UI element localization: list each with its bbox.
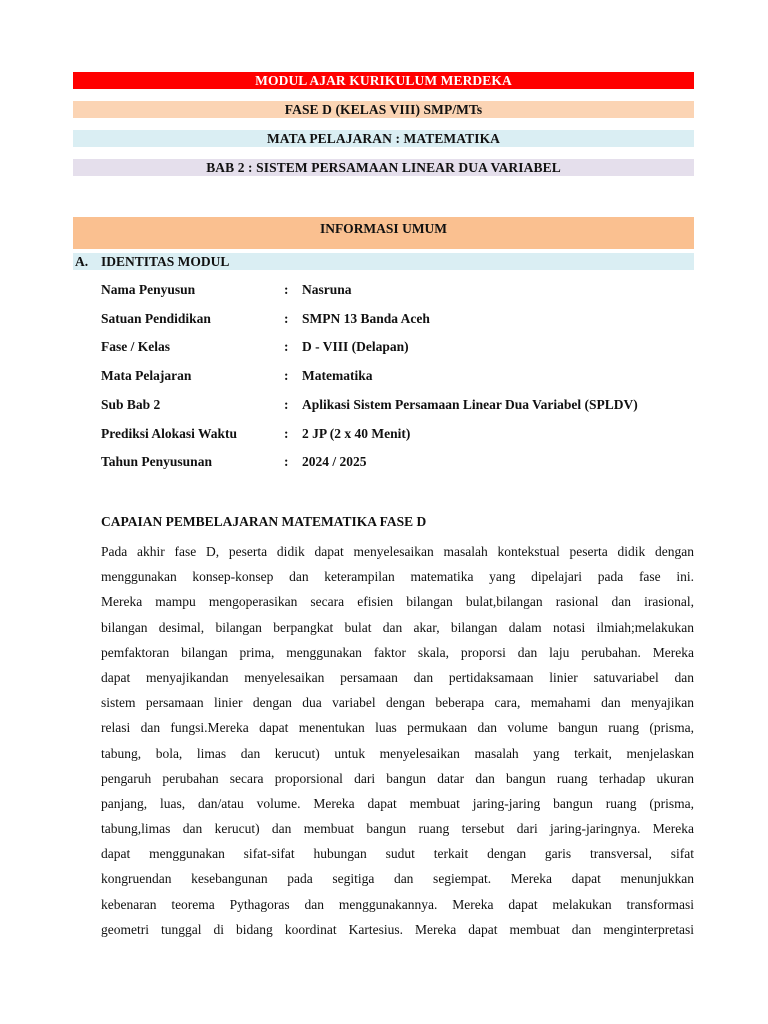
chapter-band: BAB 2 : SISTEM PERSAMAAN LINEAR DUA VARIABEL <box>73 159 694 176</box>
paragraph-line: pengaruh perubahan secara proporsional dari bangun datar dan bangun ruang terhadap ukuran <box>101 770 694 786</box>
identity-colon: : <box>284 368 289 383</box>
paragraph-line: bilangan desimal, bilangan berpangkat bulat dan akar, bilangan dalam notasi ilmiah;melakukan <box>101 619 694 635</box>
paragraph-line: kongruendan kesebangunan pada segitiga dan segiempat. Mereka dapat menunjukkan <box>101 871 694 887</box>
paragraph-line: Mereka mampu mengoperasikan secara efisien bilangan bulat,bilangan rasional dan irasional, <box>101 594 694 610</box>
identity-colon: : <box>284 454 289 469</box>
identity-label: Sub Bab 2 <box>101 397 161 412</box>
identity-label: Mata Pelajaran <box>101 368 192 383</box>
paragraph-line: tabung,limas dan kerucut) dan membuat bangun ruang tersebut dari jaring-jaringnya. Mereka <box>101 821 694 837</box>
section-a-heading <box>73 253 694 270</box>
identity-row <box>101 453 701 471</box>
identity-label: Tahun Penyusunan <box>101 454 212 469</box>
paragraph-line: menggunakan konsep-konsep dan keterampilan matematika yang dipelajari pada fase ini. <box>101 569 694 585</box>
general-info-heading: INFORMASI UMUM <box>73 217 694 249</box>
identity-label: Nama Penyusun <box>101 282 196 297</box>
paragraph-line: dapat menyajikandan menyelesaikan persamaan dan pertidaksamaan linier satuvariabel dan <box>101 669 694 685</box>
identity-colon: : <box>284 426 289 441</box>
paragraph-line: sistem persamaan linier dengan dua variabel dengan beberapa cara, memahami dan menyajikan <box>101 695 694 711</box>
phase-band: FASE D (KELAS VIII) SMP/MTs <box>73 101 694 118</box>
paragraph-line: pemfaktoran bilangan prima, menggunakan faktor skala, proporsi dan laju perubahan. Mereka <box>101 644 694 660</box>
subject-band: MATA PELAJARAN : MATEMATIKA <box>73 130 694 147</box>
identity-label: Fase / Kelas <box>101 339 170 354</box>
identity-colon: : <box>284 397 289 412</box>
identity-row <box>101 310 701 328</box>
identity-colon: : <box>284 339 289 354</box>
section-title: IDENTITAS MODUL <box>101 254 230 269</box>
identity-row <box>101 396 701 414</box>
identity-value: D - VIII (Delapan) <box>302 339 409 354</box>
identity-row <box>101 367 701 385</box>
learning-outcomes-title: CAPAIAN PEMBELAJARAN MATEMATIKA FASE D <box>101 514 427 529</box>
identity-row <box>101 425 701 443</box>
identity-value: SMPN 13 Banda Aceh <box>302 311 430 326</box>
paragraph-line: kebenaran teorema Pythagoras dan menggunakannya. Mereka dapat melakukan transformasi <box>101 896 694 912</box>
paragraph-line: relasi dan fungsi.Mereka dapat menentukan luas permukaan dan volume bangun ruang (prisma, <box>101 720 694 736</box>
identity-value: Matematika <box>302 368 373 383</box>
identity-colon: : <box>284 282 289 297</box>
identity-label: Satuan Pendidikan <box>101 311 211 326</box>
identity-value: 2024 / 2025 <box>302 454 367 469</box>
paragraph-line: dapat menggunakan sifat-sifat hubungan sudut terkait dengan garis transversal, sifat <box>101 846 694 862</box>
identity-label: Prediksi Alokasi Waktu <box>101 426 238 441</box>
identity-value: 2 JP (2 x 40 Menit) <box>302 426 411 441</box>
paragraph-line: Pada akhir fase D, peserta didik dapat menyelesaikan masalah kontekstual peserta didik dengan <box>101 544 694 559</box>
paragraph-line: panjang, luas, dan/atau volume. Mereka dapat membuat jaring-jaring bangun ruang (prisma, <box>101 795 694 811</box>
identity-row <box>101 338 701 356</box>
identity-value: Nasruna <box>302 282 352 297</box>
section-letter: A. <box>75 254 89 269</box>
learning-outcomes-paragraph <box>101 539 694 942</box>
identity-value: Aplikasi Sistem Persamaan Linear Dua Variabel (SPLDV) <box>302 397 638 412</box>
identity-colon: : <box>284 311 289 326</box>
paragraph-line: geometri tunggal di bidang koordinat Kartesius. Mereka dapat membuat dan menginterpretasi <box>101 921 694 937</box>
identity-row <box>101 281 701 299</box>
module-title-band: MODUL AJAR KURIKULUM MERDEKA <box>73 72 694 89</box>
paragraph-line: tabung, bola, limas dan kerucut) untuk menyelesaikan masalah yang terkait, menjelaskan <box>101 745 694 761</box>
